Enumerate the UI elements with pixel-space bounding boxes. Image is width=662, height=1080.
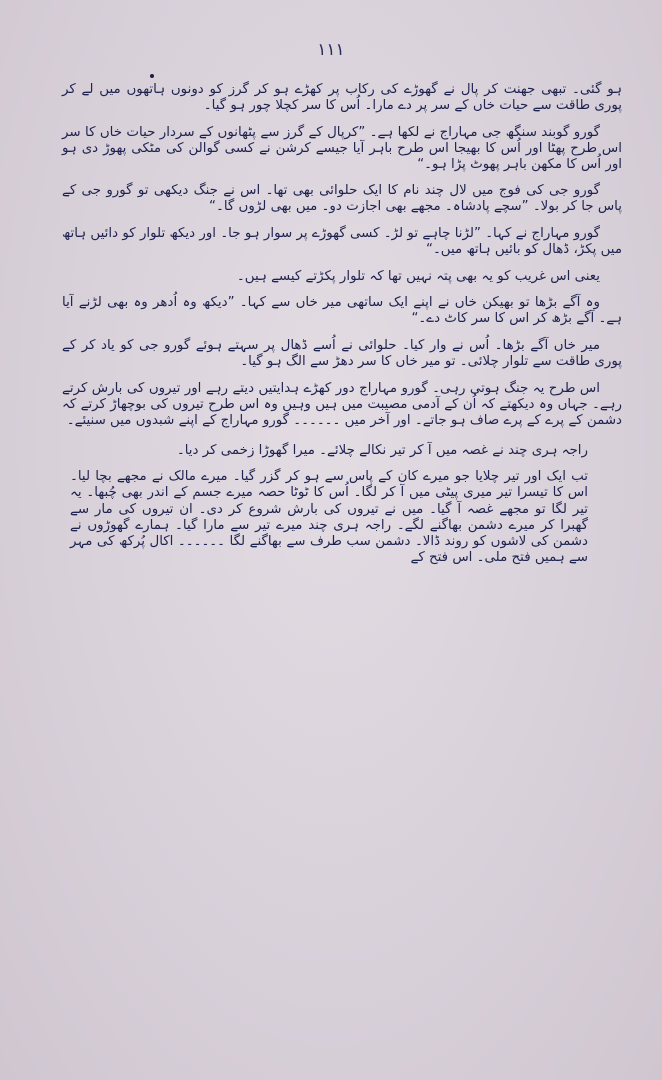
paragraph-1: ہو گئی۔ تبھی جھنت کر پال نے گھوڑے کی رکاب پر کھڑے ہو کر گرز کو دونوں ہاتھوں میں لے کر پوری طاقت سے حیات خاں کے سر پر دے مارا۔ اُس کا سر کچلا چور ہو گیا۔ [62, 82, 622, 114]
paragraph-5: یعنی اس غریب کو یہ بھی پتہ نہیں تھا کہ تلوار پکڑتے کیسے ہیں۔ [236, 268, 600, 284]
paragraph-3: گورو جی کی فوج میں لال چند نام کا ایک حلوائی بھی تھا۔ اس نے جنگ دیکھی تو گورو جی کے پاس جا کر بولا۔ ”سچے پادشاہ۔ مجھے بھی اجازت دو۔ میں بھی لڑوں گا۔“ [62, 183, 622, 215]
page-body [62, 82, 622, 576]
paragraph-6: وہ آگے بڑھا تو بھیکن خاں نے اپنے ایک ساتھی میر خاں سے کہا۔ ”دیکھ وہ اُدھر وہ بھی لڑنے آیا ہے۔ آگے بڑھ کر اس کا سر کاٹ دے۔“ [62, 295, 622, 327]
paragraph-8: اس طرح یہ جنگ ہوتی رہی۔ گورو مہاراج دور کھڑے ہدایتیں دیتے رہے اور تیروں کی بارش کرتے رہے۔ جہاں وہ دیکھتے کہ اُن کے آدمی مصیبت میں ہیں وہیں وہ اس طرح تیروں کی بوچھاڑ کرتے کہ دشمن کے پرے کے پرے صاف ہو جاتے۔ اور آخر میں ۔۔۔۔۔۔ گورو مہاراج کے اپنے شبدوں میں سنیئے۔ [62, 380, 622, 428]
paragraph-9: راجہ ہری چند نے غصہ میں آ کر تیر نکالے چلائے۔ میرا گھوڑا زخمی کر دیا۔ [176, 442, 588, 458]
ink-speck [150, 74, 154, 78]
paragraph-2: گورو گوبند سنگھ جی مہاراج نے لکھا ہے۔ ”کرپال کے گرز سے پٹھانوں کے سردار حیات خاں کا سر اس طرح پھٹا اور اُس کا بھیجا اس طرح باہر آیا جیسے کرشن نے کسی گوالن کی مٹکی پھوڑ دی ہو اور اُس کا مکھن باہر پھوٹ پڑا ہو۔“ [62, 124, 622, 172]
paragraph-4: گورو مہاراج نے کہا۔ ”لڑنا چاہے تو لڑ۔ کسی گھوڑے پر سوار ہو جا۔ اور دیکھ تلوار کو دائیں ہاتھ میں پکڑ، ڈھال کو بائیں ہاتھ میں۔“ [62, 226, 622, 258]
paragraph-10: تب ایک اور تیر چلایا جو میرے کان کے پاس سے ہو کر گزر گیا۔ میرے مالک نے مجھے بچا لیا۔ اس کا تیسرا تیر میری پیٹی میں آ کر لگا۔ اُس کا ٹوٹا حصہ میرے جسم کے اندر بھی چُبھا۔ یہ تیر لگا تو مجھے غصہ آ گیا۔ میں نے تیروں کی بارش شروع کر دی۔ ان تیروں کی مار سے گھبرا کر میرے دشمن بھاگنے لگے۔ راجہ ہری چند میرے تیر سے مارا گیا۔ ہمارے گھوڑوں نے دشمن کی لاشوں کو روند ڈالا۔ دشمن سب طرف سے بھاگنے لگا ۔۔۔۔۔۔ اکال پُرکھ کی مہر سے ہمیں فتح ملی۔ اس فتح کے [70, 469, 588, 565]
paragraph-7: میر خاں آگے بڑھا۔ اُس نے وار کیا۔ حلوائی نے اُسے ڈھال پر سہتے ہوئے گورو جی کو یاد کر کے پوری طاقت سے تلوار چلائی۔ تو میر خاں کا سر دھڑ سے الگ ہو گیا۔ [62, 337, 622, 370]
page-number: ۱۱۱ [317, 40, 345, 60]
